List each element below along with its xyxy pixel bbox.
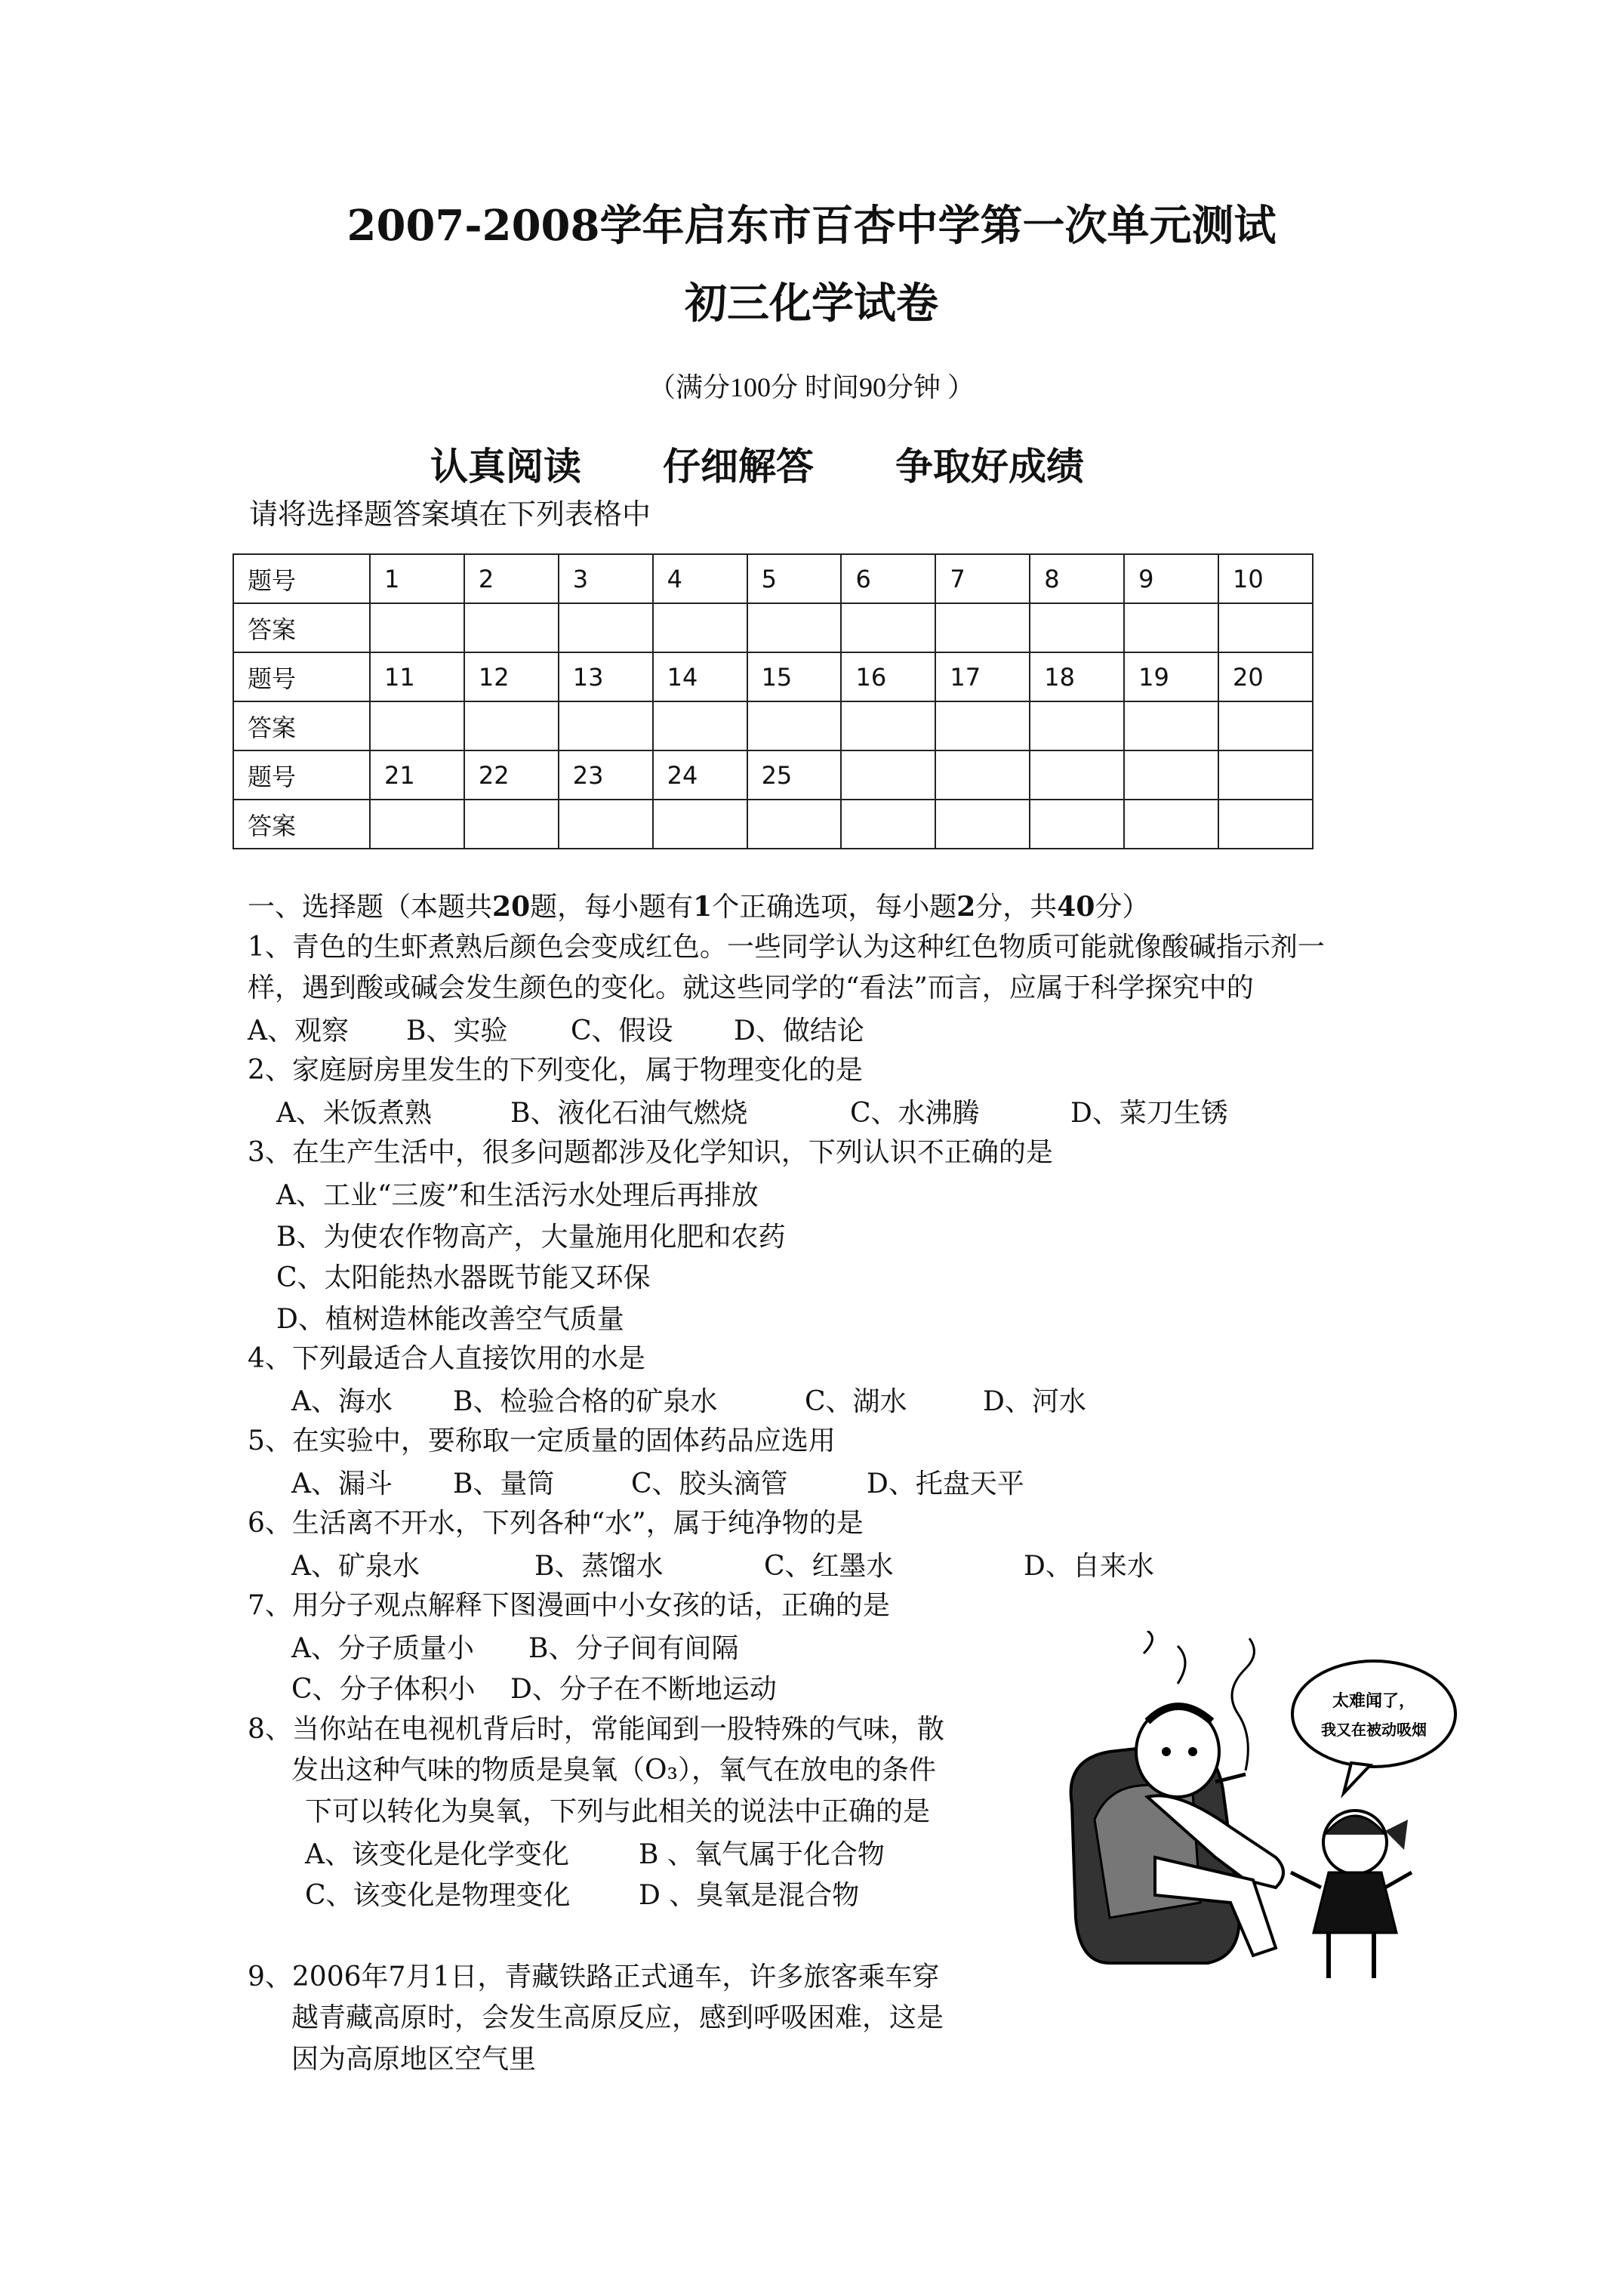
cartoon-drawing bbox=[1064, 1631, 1457, 2008]
q4-option-b: B、检验合格的矿泉水 bbox=[453, 1386, 718, 1417]
q3-option-a: A、工业“三废”和生活污水处理后再排放 bbox=[276, 1180, 759, 1211]
q1-option-c: C、假设 bbox=[571, 1015, 673, 1046]
q4-option-c: C、湖水 bbox=[805, 1386, 907, 1417]
question-number bbox=[1124, 750, 1218, 800]
table-row bbox=[233, 554, 1313, 603]
question-number: 4 bbox=[653, 554, 747, 603]
row-label: 题号 bbox=[233, 652, 370, 701]
question-number: 1 bbox=[370, 554, 464, 603]
section-heading bbox=[248, 886, 1149, 928]
answer-cell[interactable] bbox=[653, 701, 747, 750]
heading-text: 题，每小题有 bbox=[530, 892, 694, 923]
question-4: 4、下列最适合人直接饮用的水是 bbox=[248, 1343, 645, 1374]
question-5: 5、在实验中，要称取一定质量的固体药品应选用 bbox=[248, 1425, 836, 1456]
speech-line-1: 太难闻了， bbox=[1332, 1692, 1416, 1711]
question-number bbox=[841, 750, 935, 800]
q3-option-d: D、植树造林能改善空气质量 bbox=[276, 1304, 624, 1335]
speech-line-2: 我又在被动吸烟 bbox=[1321, 1721, 1427, 1739]
answer-cell[interactable] bbox=[747, 603, 842, 652]
question-number: 15 bbox=[747, 652, 842, 701]
question-number: 13 bbox=[559, 652, 653, 701]
table-row bbox=[233, 652, 1313, 701]
row-label: 答案 bbox=[233, 701, 370, 750]
question-number: 19 bbox=[1124, 652, 1218, 701]
question-number bbox=[1218, 750, 1313, 800]
answer-cell[interactable] bbox=[1218, 701, 1313, 750]
q5-option-b: B、量筒 bbox=[453, 1469, 555, 1499]
answer-cell[interactable] bbox=[841, 800, 935, 849]
question-number: 17 bbox=[935, 652, 1030, 701]
answer-cell[interactable] bbox=[653, 800, 747, 849]
answer-cell[interactable] bbox=[370, 701, 464, 750]
q5-option-c: C、胶头滴管 bbox=[631, 1469, 788, 1499]
motto-2: 仔细解答 bbox=[663, 445, 814, 488]
question-2: 2、家庭厨房里发生的下列变化，属于物理变化的是 bbox=[248, 1055, 863, 1086]
motto bbox=[430, 436, 1084, 491]
answer-cell[interactable] bbox=[1124, 701, 1218, 750]
q1-option-d: D、做结论 bbox=[734, 1015, 864, 1046]
q4-option-d: D、河水 bbox=[983, 1386, 1086, 1417]
question-8-line-2: 发出这种气味的物质是臭氧（O₃），氧气在放电的条件 bbox=[291, 1755, 936, 1786]
heading-number: 40 bbox=[1057, 891, 1095, 923]
answer-cell[interactable] bbox=[1124, 800, 1218, 849]
question-1-line-1: 1、青色的生虾煮熟后颜色会变成红色。一些同学认为这种红色物质可能就像酸碱指示剂一 bbox=[248, 932, 1325, 963]
heading-text: 个正确选项，每小题 bbox=[712, 892, 957, 923]
q3-option-b: B、为使农作物高产，大量施用化肥和农药 bbox=[276, 1222, 786, 1253]
heading-number: 20 bbox=[492, 891, 531, 923]
answer-cell[interactable] bbox=[841, 603, 935, 652]
q8-option-b: B 、氧气属于化合物 bbox=[639, 1839, 885, 1870]
question-number: 5 bbox=[747, 554, 842, 603]
question-number: 6 bbox=[841, 554, 935, 603]
answer-cell[interactable] bbox=[935, 603, 1030, 652]
question-number: 21 bbox=[370, 750, 464, 800]
answer-cell[interactable] bbox=[464, 603, 559, 652]
motto-1: 认真阅读 bbox=[430, 445, 581, 488]
q5-option-d: D、托盘天平 bbox=[867, 1469, 1024, 1499]
q7-option-b: B、分子间有间隔 bbox=[528, 1633, 739, 1664]
q3-option-c: C、太阳能热水器既节能又环保 bbox=[276, 1262, 651, 1293]
q2-option-d: D、菜刀生锈 bbox=[1070, 1098, 1228, 1129]
question-number: 24 bbox=[653, 750, 747, 800]
question-number: 16 bbox=[841, 652, 935, 701]
answer-cell[interactable] bbox=[653, 603, 747, 652]
answer-cell[interactable] bbox=[464, 701, 559, 750]
question-number bbox=[1030, 750, 1124, 800]
motto-3: 争取好成绩 bbox=[895, 445, 1084, 488]
question-number: 3 bbox=[559, 554, 653, 603]
answer-cell[interactable] bbox=[935, 800, 1030, 849]
question-number: 12 bbox=[464, 652, 559, 701]
table-row bbox=[233, 701, 1313, 750]
question-9-line-3: 因为高原地区空气里 bbox=[291, 2044, 537, 2075]
q1-option-a: A、观察 bbox=[248, 1015, 349, 1046]
question-number: 10 bbox=[1218, 554, 1313, 603]
q7-option-d: D、分子在不断地运动 bbox=[510, 1674, 777, 1705]
question-9-line-2: 越青藏高原时，会发生高原反应，感到呼吸困难，这是 bbox=[291, 2002, 944, 2033]
question-number: 9 bbox=[1124, 554, 1218, 603]
table-row bbox=[233, 800, 1313, 849]
q5-option-a: A、漏斗 bbox=[291, 1469, 393, 1499]
heading-number: 2 bbox=[956, 891, 976, 923]
q6-option-b: B、蒸馏水 bbox=[534, 1551, 664, 1582]
heading-number: 1 bbox=[693, 891, 713, 923]
q7-option-a: A、分子质量小 bbox=[291, 1633, 474, 1664]
heading-text: 分，共 bbox=[975, 892, 1058, 923]
answer-cell[interactable] bbox=[559, 800, 653, 849]
question-number: 18 bbox=[1030, 652, 1124, 701]
q6-option-c: C、红墨水 bbox=[764, 1551, 894, 1582]
question-7: 7、用分子观点解释下图漫画中小女孩的话，正确的是 bbox=[248, 1590, 890, 1621]
answer-cell[interactable] bbox=[1124, 603, 1218, 652]
question-number bbox=[935, 750, 1030, 800]
question-number: 25 bbox=[747, 750, 842, 800]
answer-cell[interactable] bbox=[1030, 701, 1124, 750]
q1-option-b: B、实验 bbox=[406, 1015, 508, 1046]
q6-option-d: D、自来水 bbox=[1024, 1551, 1154, 1582]
answer-cell[interactable] bbox=[559, 603, 653, 652]
question-number: 23 bbox=[559, 750, 653, 800]
answer-cell[interactable] bbox=[935, 701, 1030, 750]
question-number: 20 bbox=[1218, 652, 1313, 701]
exam-title: 2007-2008学年启东市百杏中学第一次单元测试 bbox=[346, 201, 1277, 251]
answer-cell[interactable] bbox=[1030, 800, 1124, 849]
question-1-line-2: 样，遇到酸或碱会发生颜色的变化。就这些同学的“看法”而言，应属于科学探究中的 bbox=[248, 972, 1254, 1003]
exam-info: （满分100分 时间90分钟 ） bbox=[648, 372, 975, 402]
answer-cell[interactable] bbox=[747, 701, 842, 750]
q4-option-a: A、海水 bbox=[291, 1386, 393, 1417]
answer-cell[interactable] bbox=[841, 701, 935, 750]
q2-option-a: A、米饭煮熟 bbox=[276, 1098, 432, 1129]
row-label: 答案 bbox=[233, 603, 370, 652]
row-label: 题号 bbox=[233, 554, 370, 603]
question-9-line-1: 9、2006年7月1日，青藏铁路正式通车，许多旅客乘车穿 bbox=[248, 1962, 940, 1992]
q8-option-a: A、该变化是化学变化 bbox=[305, 1839, 569, 1870]
row-label: 答案 bbox=[233, 800, 370, 849]
answer-cell[interactable] bbox=[1030, 603, 1124, 652]
answer-cell[interactable] bbox=[370, 603, 464, 652]
question-8-line-1: 8、当你站在电视机背后时，常能闻到一股特殊的气味，散 bbox=[248, 1714, 944, 1745]
question-number: 7 bbox=[935, 554, 1030, 603]
table-prompt: 请将选择题答案填在下列表格中 bbox=[249, 498, 651, 531]
q2-option-b: B、液化石油气燃烧 bbox=[510, 1098, 748, 1129]
answer-cell[interactable] bbox=[1218, 603, 1313, 652]
question-number: 22 bbox=[464, 750, 559, 800]
q7-option-c: C、分子体积小 bbox=[291, 1674, 476, 1705]
q2-option-c: C、水沸腾 bbox=[850, 1098, 980, 1129]
q8-option-c: C、该变化是物理变化 bbox=[305, 1880, 571, 1911]
answer-cell[interactable] bbox=[464, 800, 559, 849]
heading-text: 一、选择题（本题共 bbox=[248, 892, 493, 923]
question-number: 8 bbox=[1030, 554, 1124, 603]
answer-cell[interactable] bbox=[747, 800, 842, 849]
heading-text: 分） bbox=[1095, 892, 1150, 923]
table-row bbox=[233, 750, 1313, 800]
question-8-line-3: 下可以转化为臭氧，下列与此相关的说法中正确的是 bbox=[305, 1796, 931, 1827]
exam-subtitle: 初三化学试卷 bbox=[685, 279, 938, 328]
answer-table bbox=[233, 553, 1313, 849]
answer-cell[interactable] bbox=[559, 701, 653, 750]
q6-option-a: A、矿泉水 bbox=[291, 1551, 420, 1582]
question-number: 14 bbox=[653, 652, 747, 701]
answer-cell[interactable] bbox=[370, 800, 464, 849]
q8-option-d: D 、臭氧是混合物 bbox=[639, 1880, 860, 1911]
smoking-cartoon-illustration bbox=[1064, 1631, 1457, 2008]
question-number: 2 bbox=[464, 554, 559, 603]
question-number: 11 bbox=[370, 652, 464, 701]
table-row bbox=[233, 603, 1313, 652]
question-6: 6、生活离不开水，下列各种“水”，属于纯净物的是 bbox=[248, 1508, 864, 1539]
question-3: 3、在生产生活中，很多问题都涉及化学知识，下列认识不正确的是 bbox=[248, 1137, 1053, 1168]
answer-cell[interactable] bbox=[1218, 800, 1313, 849]
row-label: 题号 bbox=[233, 750, 370, 800]
